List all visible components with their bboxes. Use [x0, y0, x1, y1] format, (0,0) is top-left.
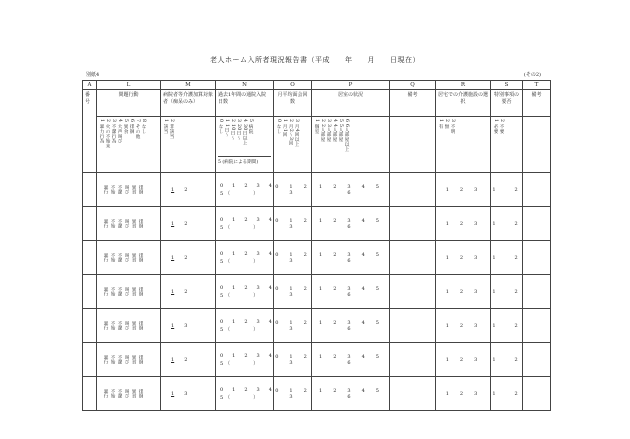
- option: 2 無: [444, 119, 449, 129]
- mark[interactable]: 異食: [131, 320, 136, 331]
- mark[interactable]: 異食: [131, 218, 136, 229]
- care-addition-values[interactable]: 1 2: [171, 254, 188, 261]
- option: 4 30日以上: [242, 119, 247, 146]
- mark[interactable]: 不始: [110, 286, 115, 297]
- cell-visits[interactable]: [274, 241, 318, 275]
- care-addition-values[interactable]: 1 2: [171, 288, 188, 295]
- options-problem-behavior: [97, 117, 161, 173]
- cell-remarks-2[interactable]: [523, 241, 551, 275]
- cell-visits[interactable]: [274, 207, 318, 241]
- col-letter: L: [97, 81, 161, 90]
- option: 1 有: [438, 119, 443, 129]
- room-values[interactable]: 1 2 3 4 5 6: [319, 184, 390, 196]
- mark[interactable]: 不始: [110, 388, 115, 399]
- options-hospital-days: [216, 117, 274, 173]
- mark[interactable]: 不潔: [117, 354, 122, 365]
- room-values[interactable]: 1 2 3 4 5 6: [319, 286, 390, 298]
- care-addition-values[interactable]: 1 3: [171, 322, 188, 329]
- header-special: 特別事項の要否: [491, 90, 523, 117]
- cell-care-addition[interactable]: [161, 173, 216, 207]
- options-special: [491, 117, 523, 173]
- header-row: [83, 90, 551, 117]
- option: 7 その他: [135, 119, 140, 139]
- hospital-scale-1[interactable]: 0 1 2 3 4: [220, 318, 274, 325]
- mark[interactable]: 徘徊: [138, 286, 143, 297]
- option: 5 病院: [248, 119, 253, 134]
- header-visits: 月平均面会回数: [274, 90, 312, 117]
- option: 1 該当: [163, 119, 168, 134]
- cell-care-addition[interactable]: [161, 207, 216, 241]
- cell-remarks-2[interactable]: [523, 309, 551, 343]
- hospital-scale-2[interactable]: 5（ ）: [220, 258, 261, 265]
- cell-remarks-2[interactable]: [523, 343, 551, 377]
- mark[interactable]: 暴行: [103, 320, 108, 331]
- mark[interactable]: 不始: [110, 354, 115, 365]
- room-values[interactable]: 1 2 3 4 5 6: [319, 320, 390, 332]
- cell-number[interactable]: [83, 241, 97, 275]
- option: 0 なし: [218, 119, 223, 134]
- mark[interactable]: 叫び: [124, 286, 129, 297]
- option: 1 月1回: [282, 119, 287, 138]
- table-row: [83, 343, 551, 377]
- cell-care-addition[interactable]: [161, 309, 216, 343]
- home-care-values[interactable]: 1 2 3: [445, 357, 481, 363]
- cell-hospital-days[interactable]: [216, 309, 274, 343]
- hospital-scale-1[interactable]: 0 1 2 3 4: [220, 182, 274, 189]
- cell-room[interactable]: [312, 241, 390, 275]
- hospital-scale-2[interactable]: 5（ ）: [220, 326, 261, 333]
- cell-number[interactable]: [83, 377, 97, 411]
- cell-home-care[interactable]: [436, 241, 491, 275]
- option: 1 個室: [314, 119, 319, 134]
- table-row: [83, 207, 551, 241]
- table-row: [83, 309, 551, 343]
- options-visits: [274, 117, 312, 173]
- header-remarks: 備考: [390, 90, 436, 117]
- room-values[interactable]: 1 2 3 4 5 6: [319, 354, 390, 366]
- cell-remarks[interactable]: [390, 173, 436, 207]
- header-room: 居室の状況: [312, 90, 390, 117]
- cell-problem-behavior[interactable]: [97, 241, 161, 275]
- mark[interactable]: 叫び: [124, 184, 129, 195]
- mark[interactable]: 暴行: [103, 252, 108, 263]
- cell-hospital-days[interactable]: [216, 275, 274, 309]
- cell-care-addition[interactable]: [161, 241, 216, 275]
- header-number: 番号: [83, 90, 97, 173]
- cell-special[interactable]: [491, 173, 523, 207]
- cell-home-care[interactable]: [436, 173, 491, 207]
- hospital-scale-1[interactable]: 0 1 2 3 4: [220, 250, 274, 257]
- visits-values[interactable]: 0 1 2 3: [275, 218, 318, 230]
- cell-visits[interactable]: [274, 309, 318, 343]
- cell-hospital-days[interactable]: [216, 377, 274, 411]
- cell-visits[interactable]: [274, 275, 318, 309]
- cell-number[interactable]: [83, 275, 97, 309]
- mark[interactable]: 徘徊: [138, 184, 143, 195]
- cell-room[interactable]: [312, 343, 390, 377]
- special-values[interactable]: 1 2: [492, 323, 521, 329]
- cell-care-addition[interactable]: [161, 343, 216, 377]
- cell-problem-behavior[interactable]: [97, 377, 161, 411]
- mark[interactable]: 不潔: [117, 184, 122, 195]
- mark[interactable]: 異食: [131, 184, 136, 195]
- cell-special[interactable]: [491, 343, 523, 377]
- mark[interactable]: 徘徊: [138, 252, 143, 263]
- cell-home-care[interactable]: [436, 343, 491, 377]
- hospital-scale-2[interactable]: 5（ ）: [220, 190, 261, 197]
- header-home-care: 居宅での介護施設の選択: [436, 90, 491, 117]
- room-values[interactable]: 1 2 3 4 5 6: [319, 252, 390, 264]
- cell-remarks-2[interactable]: [523, 207, 551, 241]
- survey-table: [82, 80, 551, 411]
- option: 2 火の不始末: [105, 119, 110, 149]
- mark[interactable]: 不潔: [117, 388, 122, 399]
- option: 1 必要: [493, 119, 498, 134]
- visits-values[interactable]: 0 1 2 3: [275, 184, 318, 196]
- mark[interactable]: 不潔: [117, 252, 122, 263]
- mark[interactable]: 不潔: [117, 286, 122, 297]
- cell-problem-behavior[interactable]: [97, 173, 161, 207]
- hospital-scale-2[interactable]: 5（ ）: [220, 394, 261, 401]
- option: 0 なし: [276, 119, 281, 134]
- col-letter: A: [83, 81, 97, 90]
- option: 2 非該当: [169, 119, 174, 139]
- option: 4 大声叫び: [117, 119, 122, 144]
- col-letter: P: [312, 81, 390, 90]
- column-letter-row: [83, 81, 551, 90]
- mark[interactable]: 叫び: [124, 354, 129, 365]
- table-row: [83, 275, 551, 309]
- cell-problem-behavior[interactable]: [97, 343, 161, 377]
- home-care-values[interactable]: 1 2 3: [445, 221, 481, 227]
- visits-values[interactable]: 0 1 2 3: [275, 388, 318, 400]
- page-title: 老人ホーム入所者現況報告書（平成 年 月 日現在）: [210, 56, 420, 64]
- mark[interactable]: 叫び: [124, 218, 129, 229]
- special-values[interactable]: 1 2: [492, 255, 521, 261]
- care-addition-values[interactable]: 1 3: [171, 390, 188, 397]
- mark[interactable]: 不潔: [117, 320, 122, 331]
- mark[interactable]: 徘徊: [138, 388, 143, 399]
- cell-hospital-days[interactable]: [216, 173, 274, 207]
- cell-problem-behavior[interactable]: [97, 207, 161, 241]
- mark[interactable]: 暴行: [103, 388, 108, 399]
- cell-problem-behavior[interactable]: [97, 275, 161, 309]
- col-letter: S: [491, 81, 523, 90]
- cell-room[interactable]: [312, 207, 390, 241]
- col-letter: T: [523, 81, 551, 90]
- mark[interactable]: 異食: [131, 252, 136, 263]
- cell-home-care[interactable]: [436, 207, 491, 241]
- visits-values[interactable]: 0 1 2 3: [275, 320, 318, 332]
- hospital-scale-1[interactable]: 0 1 2 3 4: [220, 386, 274, 393]
- option: 3 不明: [450, 119, 455, 134]
- options-remarks: [390, 117, 436, 173]
- cell-home-care[interactable]: [436, 377, 491, 411]
- home-care-values[interactable]: 1 2 3: [445, 323, 481, 329]
- option: 6 6人部屋以上: [344, 119, 349, 152]
- home-care-values[interactable]: 1 2 3: [445, 391, 481, 397]
- cell-problem-behavior[interactable]: [97, 309, 161, 343]
- option: 3 20日〜: [236, 119, 241, 141]
- col-letter: M: [161, 81, 216, 90]
- col-letter: R: [436, 81, 491, 90]
- option: 2 2人部屋: [320, 119, 325, 142]
- option: 3 不潔行為: [111, 119, 116, 144]
- option: 8 なし: [141, 119, 146, 134]
- cell-remarks-2[interactable]: [523, 173, 551, 207]
- mark[interactable]: 異食: [131, 388, 136, 399]
- visits-values[interactable]: 0 1 2 3: [275, 354, 318, 366]
- cell-remarks-2[interactable]: [523, 377, 551, 411]
- mark[interactable]: 徘徊: [138, 218, 143, 229]
- cell-remarks[interactable]: [390, 207, 436, 241]
- cell-home-care[interactable]: [436, 275, 491, 309]
- special-values[interactable]: 1 2: [492, 187, 521, 193]
- option: 5 5人部屋: [338, 119, 343, 142]
- cell-visits[interactable]: [274, 173, 318, 207]
- options-care-addition: [161, 117, 216, 173]
- option: 1 1日〜: [224, 119, 229, 138]
- cell-hospital-days[interactable]: [216, 343, 274, 377]
- cell-remarks[interactable]: [390, 309, 436, 343]
- table-row: [83, 173, 551, 207]
- hospital-scale-1[interactable]: 0 1 2 3 4: [220, 352, 274, 359]
- mark[interactable]: 不始: [110, 252, 115, 263]
- cell-home-care[interactable]: [436, 309, 491, 343]
- option: 4 4人部屋: [332, 119, 337, 142]
- hospital-scale-2[interactable]: 5（ ）: [220, 224, 261, 231]
- cell-remarks[interactable]: [390, 377, 436, 411]
- options-room: [312, 117, 390, 173]
- cell-room[interactable]: [312, 275, 390, 309]
- cell-number[interactable]: [83, 309, 97, 343]
- mark[interactable]: 不始: [110, 218, 115, 229]
- options-remarks-2: [523, 117, 551, 173]
- special-values[interactable]: 1 2: [492, 221, 521, 227]
- option: 6 徘徊: [129, 119, 134, 134]
- options-row: [83, 117, 551, 173]
- hospital-scale-1[interactable]: 0 1 2 3 4: [220, 216, 274, 223]
- cell-special[interactable]: [491, 309, 523, 343]
- cell-number[interactable]: [83, 207, 97, 241]
- home-care-values[interactable]: 1 2 3: [445, 187, 481, 193]
- mark[interactable]: 異食: [131, 354, 136, 365]
- option: 5 異食: [123, 119, 128, 134]
- care-addition-values[interactable]: 1 2: [171, 356, 188, 363]
- form-label: 別紙4: [86, 72, 100, 78]
- option: 2 不要: [499, 119, 504, 134]
- home-care-values[interactable]: 1 2 3: [445, 289, 481, 295]
- cell-hospital-days[interactable]: [216, 207, 274, 241]
- page-number: (その2): [523, 72, 541, 78]
- mark[interactable]: 徘徊: [138, 320, 143, 331]
- care-addition-values[interactable]: 1 2: [171, 186, 188, 193]
- cell-special[interactable]: [491, 241, 523, 275]
- mark[interactable]: 叫び: [124, 320, 129, 331]
- mark[interactable]: 異食: [131, 286, 136, 297]
- table-row: [83, 241, 551, 275]
- cell-remarks[interactable]: [390, 343, 436, 377]
- hospital-scale-2[interactable]: 5（ ）: [220, 360, 261, 367]
- mark[interactable]: 暴行: [103, 218, 108, 229]
- cell-remarks-2[interactable]: [523, 275, 551, 309]
- mark[interactable]: 暴行: [103, 354, 108, 365]
- header-care-addition: 病院者等介護加算対象者（痴呆のみ）: [161, 90, 216, 117]
- cell-room[interactable]: [312, 377, 390, 411]
- special-values[interactable]: 1 2: [492, 391, 521, 397]
- header-problem-behavior: 問題行動: [97, 90, 161, 117]
- cell-care-addition[interactable]: [161, 377, 216, 411]
- col-letter: N: [216, 81, 274, 90]
- cell-special[interactable]: [491, 207, 523, 241]
- cell-visits[interactable]: [274, 377, 318, 411]
- options-home-care: [436, 117, 491, 173]
- mark[interactable]: 不始: [110, 320, 115, 331]
- mark[interactable]: 暴行: [103, 184, 108, 195]
- home-care-values[interactable]: 1 2 3: [445, 255, 481, 261]
- option: 1 暴力行為: [99, 119, 104, 144]
- option: 2 10日〜: [230, 119, 235, 141]
- cell-number[interactable]: [83, 173, 97, 207]
- cell-remarks[interactable]: [390, 241, 436, 275]
- mark[interactable]: 不始: [110, 184, 115, 195]
- option: 3 月4回以上: [294, 119, 299, 147]
- option: 2 月2〜3回: [288, 119, 293, 146]
- cell-special[interactable]: [491, 377, 523, 411]
- hospital-scale-1[interactable]: 0 1 2 3 4: [220, 284, 274, 291]
- visits-values[interactable]: 0 1 2 3: [275, 286, 318, 298]
- care-addition-values[interactable]: 1 2: [171, 220, 188, 227]
- cell-special[interactable]: [491, 275, 523, 309]
- cell-room[interactable]: [312, 173, 390, 207]
- mark[interactable]: 叫び: [124, 252, 129, 263]
- table-row: [83, 377, 551, 411]
- mark[interactable]: 不潔: [117, 218, 122, 229]
- options-hospital-sub: 5 (病院による期間): [218, 156, 271, 165]
- header-hospital-days: 過去1年間の通院入院日数: [216, 90, 274, 117]
- room-values[interactable]: 1 2 3 4 5 6: [319, 218, 390, 230]
- mark[interactable]: 徘徊: [138, 354, 143, 365]
- cell-care-addition[interactable]: [161, 275, 216, 309]
- col-letter: Q: [390, 81, 436, 90]
- cell-hospital-days[interactable]: [216, 241, 274, 275]
- option: 3 3人部屋: [326, 119, 331, 142]
- mark[interactable]: 暴行: [103, 286, 108, 297]
- visits-values[interactable]: 0 1 2 3: [275, 252, 318, 264]
- hospital-scale-2[interactable]: 5（ ）: [220, 292, 261, 299]
- room-values[interactable]: 1 2 3 4 5 6: [319, 388, 390, 400]
- special-values[interactable]: 1 2: [492, 289, 521, 295]
- mark[interactable]: 叫び: [124, 388, 129, 399]
- cell-room[interactable]: [312, 309, 390, 343]
- cell-number[interactable]: [83, 343, 97, 377]
- header-remarks-2: 備考: [523, 90, 551, 117]
- special-values[interactable]: 1 2: [492, 357, 521, 363]
- col-letter: O: [274, 81, 312, 90]
- cell-remarks[interactable]: [390, 275, 436, 309]
- cell-visits[interactable]: [274, 343, 318, 377]
